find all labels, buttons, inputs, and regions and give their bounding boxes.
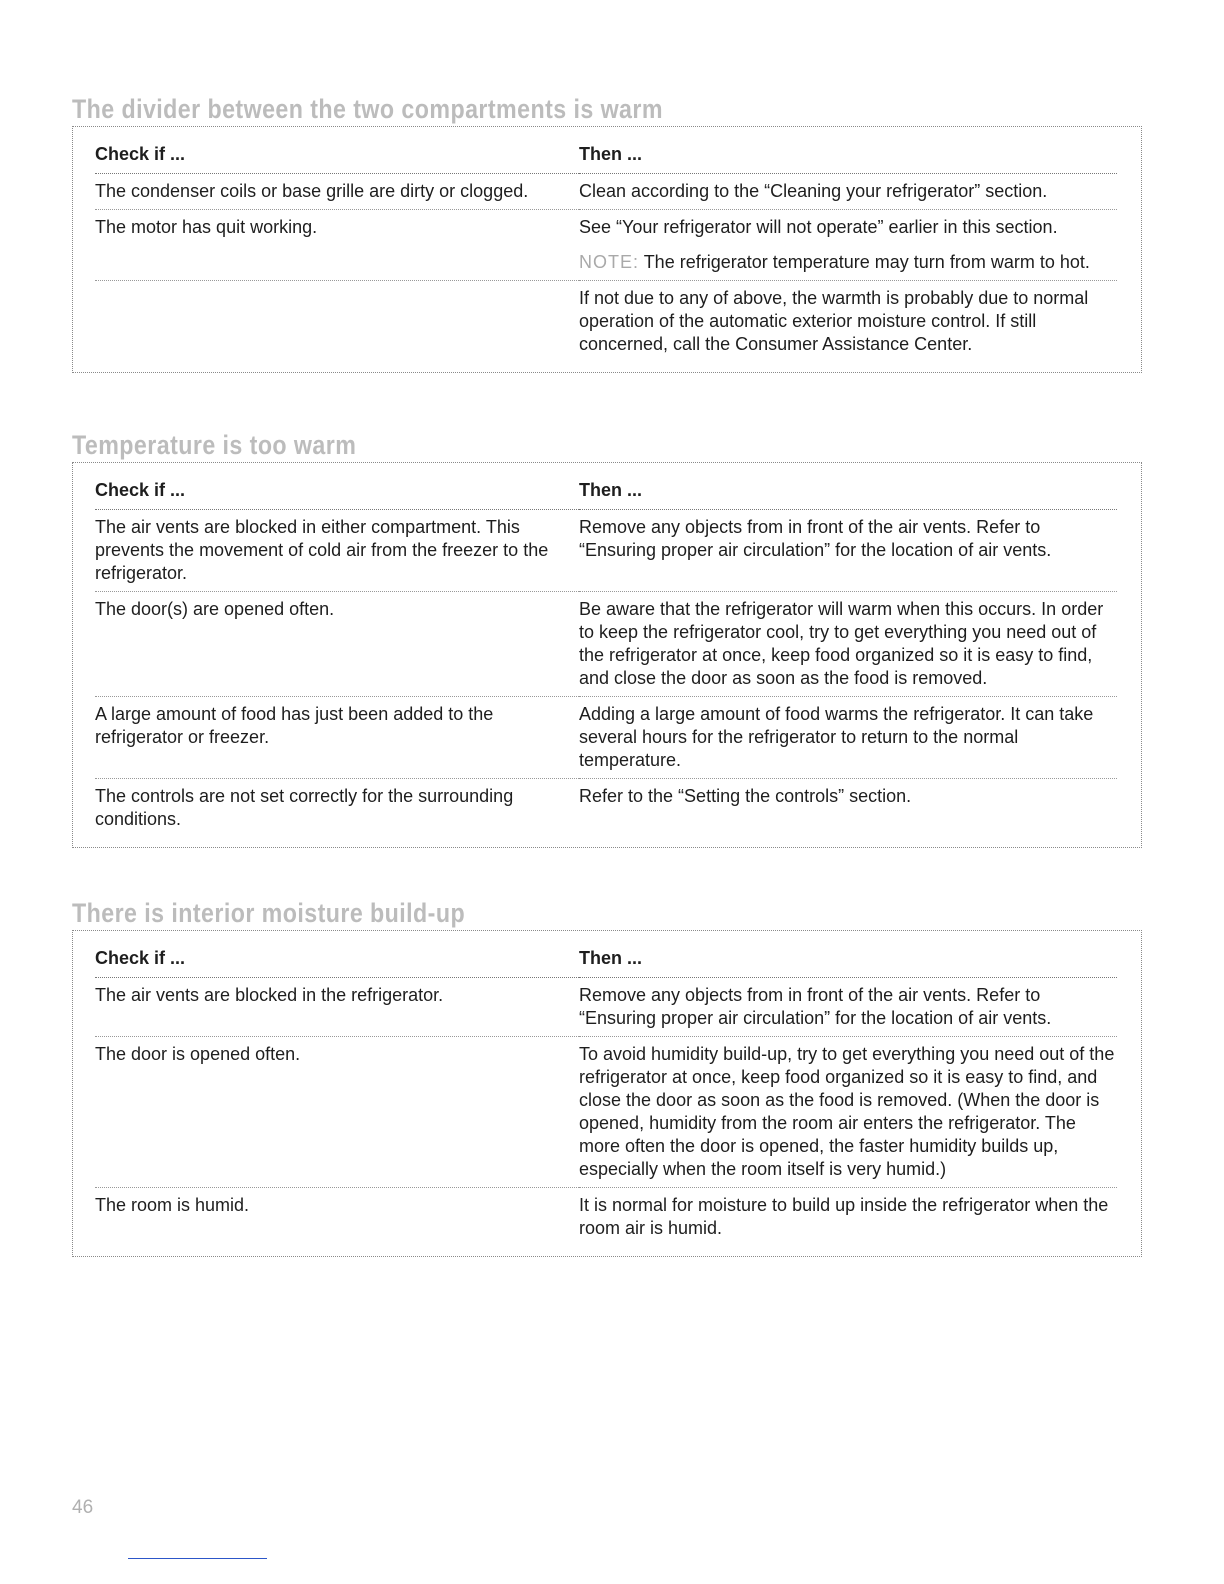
table-header-row [95,938,1117,978]
table-row [95,697,1117,779]
troubleshoot-table-box [72,930,1142,1257]
column-header-then: Then ... [579,134,1117,174]
section-divider-warm [72,92,1142,373]
then-cell [579,174,1117,210]
table-header-row [95,470,1117,510]
column-header-check: Check if ... [95,938,579,978]
column-header-check: Check if ... [95,470,579,510]
column-header-then: Then ... [579,470,1117,510]
check-cell: The door is opened often. [95,1037,579,1188]
section-temperature-warm [72,428,1142,848]
then-cell [579,281,1117,363]
table-row [95,978,1117,1037]
then-cell [579,210,1117,281]
check-cell: The room is humid. [95,1195,250,1215]
table-row [95,281,1117,363]
table-row [95,510,1117,592]
then-cell [579,592,1117,697]
footer-rule [128,1558,267,1559]
column-header-check: Check if ... [95,134,579,174]
note [579,251,1117,274]
troubleshoot-table-box [72,462,1142,848]
then-cell [579,978,1117,1037]
page-number: 46 [72,1497,94,1518]
troubleshoot-table-box [72,126,1142,373]
table-row [95,779,1117,838]
then-cell [579,779,1117,838]
section-title: Temperature is too warm [72,430,357,460]
note-label: NOTE: [579,252,640,272]
note-text: The refrigerator temperature may turn from warm to hot. [639,252,1090,272]
then-text: Clean according to the “Cleaning your refrigerator” section. [579,181,1048,201]
troubleshoot-table [95,938,1117,1246]
table-row [95,1188,1117,1247]
check-cell [95,281,579,363]
section-title: The divider between the two compartments is warm [72,94,663,124]
then-text: It is normal for moisture to build up inside the refrigerator when the room air is humid. [579,1195,1109,1238]
check-cell: The air vents are blocked in either compartment. This prevents the movement of cold air from the freezer to the refrigerator. [95,510,579,592]
then-cell [579,697,1117,779]
table-row [95,1037,1117,1188]
table-row [95,592,1117,697]
check-cell: The door(s) are opened often. [95,592,579,697]
section-interior-moisture [72,896,1142,1257]
section-title: There is interior moisture build-up [72,898,466,928]
column-header-then: Then ... [579,938,1117,978]
then-text: Remove any objects from in front of the air vents. Refer to “Ensuring proper air circulation” for the location of air vents. [579,985,1052,1028]
then-text: If not due to any of above, the warmth is probably due to normal operation of the automatic exterior moisture control. If still concerned, call the Consumer Assistance Center. [579,288,1089,354]
then-cell [579,1037,1117,1188]
then-text: Adding a large amount of food warms the refrigerator. It can take several hours for the refrigerator to return to the normal temperature. [579,704,1094,770]
table-row [95,210,1117,281]
then-text: To avoid humidity build-up, try to get everything you need out of the refrigerator at once, keep food organized so it is easy to find, and close the door as soon as the food is removed. (When the door is opened, humidity from the room air enters the refrigerator. The more often the door is opened, the faster humidity builds up, especially when the room itself is very humid.) [579,1044,1115,1179]
then-text: Refer to the “Setting the controls” section. [579,786,912,806]
troubleshoot-table [95,134,1117,362]
check-cell: The motor has quit working. [95,210,579,281]
check-cell: A large amount of food has just been added to the refrigerator or freezer. [95,697,579,779]
table-row [95,174,1117,210]
check-cell: The condenser coils or base grille are dirty or clogged. [95,174,579,210]
then-cell [579,510,1117,592]
then-text: Be aware that the refrigerator will warm when this occurs. In order to keep the refrigerator cool, try to get everything you need out of the refrigerator at once, keep food organized so it is easy to find, and close the door as soon as the food is removed. [579,599,1104,688]
then-text: Remove any objects from in front of the air vents. Refer to “Ensuring proper air circulation” for the location of air vents. [579,517,1052,560]
then-cell [579,1188,1117,1247]
then-text: See “Your refrigerator will not operate” earlier in this section. [579,217,1058,237]
check-cell: The air vents are blocked in the refrigerator. [95,978,579,1037]
troubleshoot-table [95,470,1117,837]
table-header-row [95,134,1117,174]
check-cell: The controls are not set correctly for the surrounding conditions. [95,786,514,829]
